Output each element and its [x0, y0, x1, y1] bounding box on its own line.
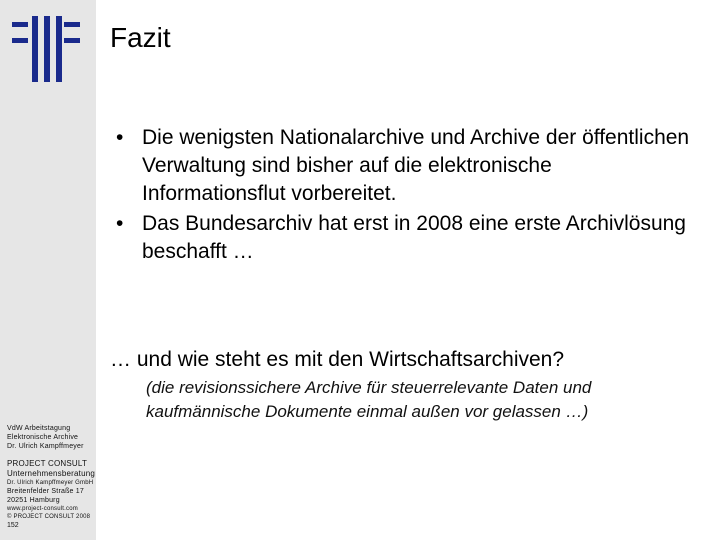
- company-name: PROJECT CONSULT: [7, 459, 88, 468]
- event-line: Dr. Ulrich Kampffmeyer: [7, 443, 84, 450]
- event-info: [7, 424, 93, 451]
- page-number: 152: [7, 522, 19, 529]
- bullet-marker: •: [116, 212, 124, 235]
- bullet-marker: •: [116, 126, 124, 149]
- website-link[interactable]: www.project-consult.com: [7, 506, 78, 512]
- address-line: Dr. Ulrich Kampffmeyer GmbH: [7, 480, 94, 486]
- bullet-text: Die wenigsten Nationalarchive und Archive der öffentlichen Verwaltung sind bisher auf die elektronische Informationsflut vorbereitet.: [142, 126, 690, 205]
- event-line: VdW Arbeitstagung: [7, 425, 71, 432]
- company-info: [7, 459, 96, 521]
- project-consult-logo-icon: [12, 16, 82, 82]
- event-line: Elektronische Archive: [7, 434, 79, 441]
- address-line: 20251 Hamburg: [7, 497, 60, 504]
- bullet-list: [110, 124, 690, 268]
- copyright: © PROJECT CONSULT 2008: [7, 514, 91, 520]
- bullet-item: [110, 210, 690, 266]
- sidebar: [0, 0, 96, 540]
- bullet-text: Das Bundesarchiv hat erst in 2008 eine erste Archivlösung beschafft …: [142, 212, 686, 263]
- question-text: … und wie steht es mit den Wirtschaftsarchiven?: [110, 348, 565, 371]
- address-line: Breitenfelder Straße 17: [7, 488, 84, 495]
- bullet-item: [110, 124, 690, 208]
- slide-title: Fazit: [110, 22, 171, 53]
- italic-note: (die revisionssichere Archive für steuerrelevante Daten und kaufmännische Dokumente einmal außen vor gelassen …): [146, 378, 592, 421]
- company-tagline: Unternehmensberatung: [7, 469, 96, 478]
